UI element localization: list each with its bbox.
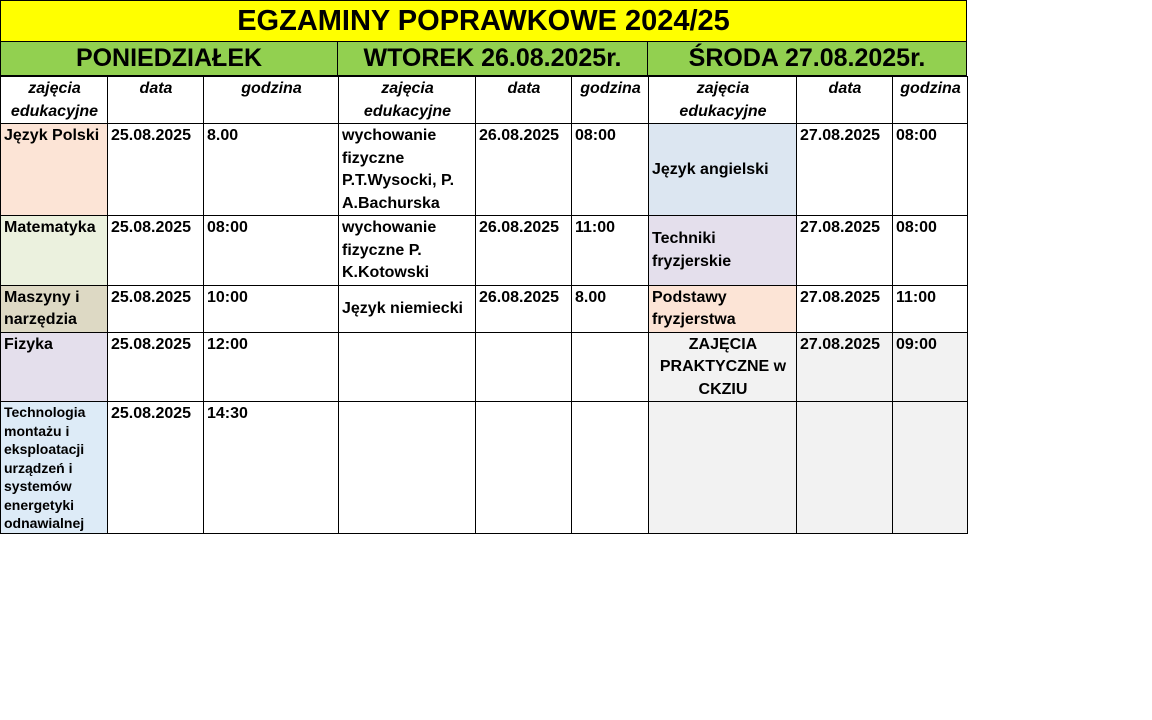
date-cell <box>797 402 893 534</box>
table-row <box>1 124 968 216</box>
date-cell: 26.08.2025 <box>476 285 572 332</box>
page-title: EGZAMINY POPRAWKOWE 2024/25 <box>0 0 967 42</box>
subject-cell: Język angielski <box>649 124 797 216</box>
time-cell: 08:00 <box>204 216 339 286</box>
date-cell: 27.08.2025 <box>797 285 893 332</box>
day-tuesday: WTOREK 26.08.2025r. <box>338 42 648 76</box>
date-cell: 27.08.2025 <box>797 216 893 286</box>
time-cell: 14:30 <box>204 402 339 534</box>
header-date: data <box>797 77 893 124</box>
header-time: godzina <box>204 77 339 124</box>
time-cell: 08:00 <box>893 124 968 216</box>
time-cell: 08:00 <box>572 124 649 216</box>
date-cell: 26.08.2025 <box>476 216 572 286</box>
subject-cell: Podstawy fryzjerstwa <box>649 285 797 332</box>
day-header-row <box>0 42 967 76</box>
time-cell: 12:00 <box>204 332 339 402</box>
subject-cell: wychowanie fizyczne P.T.Wysocki, P. A.Bachurska <box>339 124 476 216</box>
date-cell: 25.08.2025 <box>108 332 204 402</box>
date-cell <box>476 332 572 402</box>
time-cell <box>572 332 649 402</box>
subject-cell <box>339 402 476 534</box>
subject-cell: Matematyka <box>1 216 108 286</box>
time-cell <box>572 402 649 534</box>
table-row <box>1 216 968 286</box>
time-cell: 10:00 <box>204 285 339 332</box>
subject-cell: Język niemiecki <box>339 285 476 332</box>
time-cell <box>893 402 968 534</box>
header-time: godzina <box>893 77 968 124</box>
time-cell: 11:00 <box>572 216 649 286</box>
date-cell: 25.08.2025 <box>108 402 204 534</box>
table-row <box>1 285 968 332</box>
date-cell: 27.08.2025 <box>797 332 893 402</box>
date-cell: 25.08.2025 <box>108 124 204 216</box>
subject-cell <box>339 332 476 402</box>
subject-cell: Technologia montażu i eksploatacji urządzeń i systemów energetyki odnawialnej <box>1 402 108 534</box>
header-date: data <box>108 77 204 124</box>
subject-cell: Techniki fryzjerskie <box>649 216 797 286</box>
date-cell: 25.08.2025 <box>108 285 204 332</box>
header-subject: zajęcia edukacyjne <box>1 77 108 124</box>
header-time: godzina <box>572 77 649 124</box>
header-subject: zajęcia edukacyjne <box>649 77 797 124</box>
header-subject: zajęcia edukacyjne <box>339 77 476 124</box>
column-header-row <box>1 77 968 124</box>
subject-cell: Maszyny i narzędzia <box>1 285 108 332</box>
table-row <box>1 402 968 534</box>
subject-cell <box>649 402 797 534</box>
time-cell: 09:00 <box>893 332 968 402</box>
date-cell: 25.08.2025 <box>108 216 204 286</box>
schedule-table <box>0 76 968 534</box>
date-cell: 26.08.2025 <box>476 124 572 216</box>
date-cell <box>476 402 572 534</box>
time-cell: 8.00 <box>204 124 339 216</box>
subject-cell: Fizyka <box>1 332 108 402</box>
header-date: data <box>476 77 572 124</box>
time-cell: 8.00 <box>572 285 649 332</box>
time-cell: 08:00 <box>893 216 968 286</box>
subject-cell: wychowanie fizyczne P. K.Kotowski <box>339 216 476 286</box>
date-cell: 27.08.2025 <box>797 124 893 216</box>
subject-cell: Język Polski <box>1 124 108 216</box>
time-cell: 11:00 <box>893 285 968 332</box>
table-row <box>1 332 968 402</box>
day-wednesday: ŚRODA 27.08.2025r. <box>648 42 967 76</box>
day-monday: PONIEDZIAŁEK <box>0 42 338 76</box>
subject-cell: ZAJĘCIA PRAKTYCZNE w CKZIU <box>649 332 797 402</box>
